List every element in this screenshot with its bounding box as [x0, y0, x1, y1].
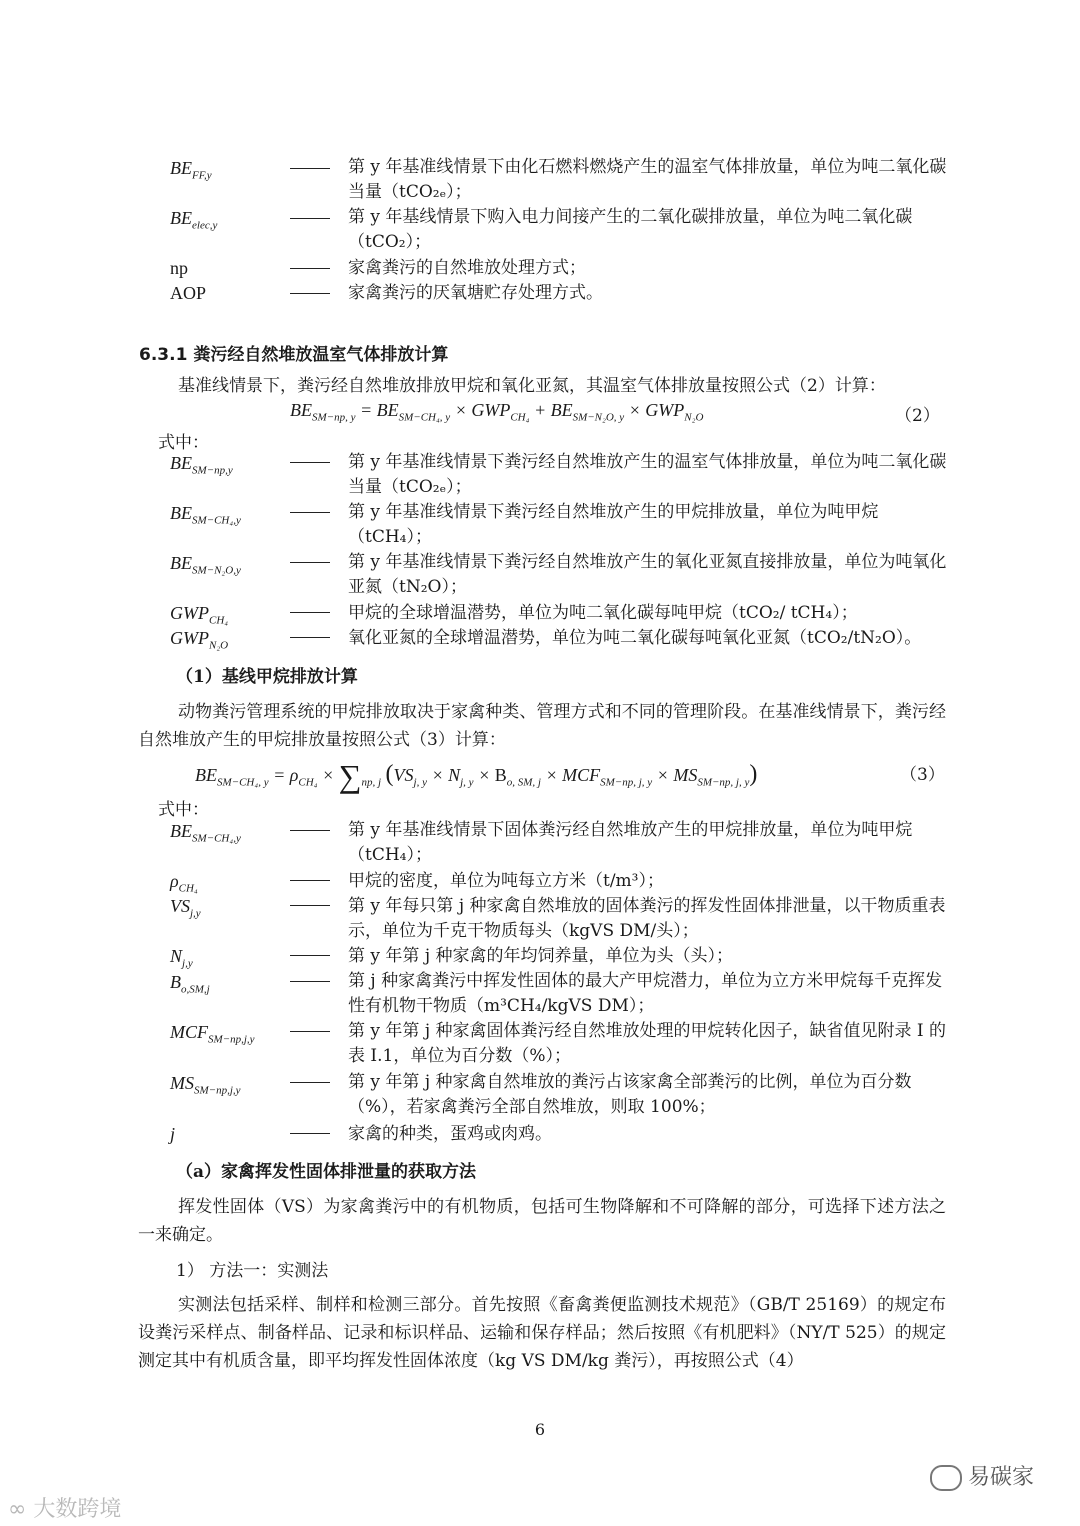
definition-dash: [290, 168, 330, 169]
definition-dash: [290, 512, 330, 513]
symbol-n: $N_{j,y}$: [170, 946, 193, 970]
definition-text: 第 j 种家禽粪污中挥发性固体的最大产甲烷潜力，单位为立方米甲烷每千克挥发性有机物干物质（m³CH₄/kgVS DM）；: [348, 971, 943, 1016]
definition-dash: [290, 830, 330, 831]
watermark-right: 易碳家: [930, 1460, 1034, 1491]
definition-dash: [290, 1133, 330, 1134]
definition-dash: [290, 981, 330, 982]
definition-text: 氧化亚氮的全球增温潜势，单位为吨二氧化碳每吨氧化亚氮（tCO₂/tN₂O）。: [348, 628, 922, 648]
definition-text: 第 y 年第 j 种家禽的年均饲养量，单位为头（头）；: [348, 946, 733, 966]
wechat-icon: [930, 1465, 962, 1491]
equation-2-number: （2）: [895, 406, 940, 426]
watermark-logo-icon: ∞: [8, 1497, 34, 1522]
definition-dash: [290, 1082, 330, 1083]
where-label: 式中：: [158, 433, 209, 453]
definition-dash: [290, 268, 330, 269]
definition-text: 第 y 年基准线情景下由化石燃料燃烧产生的温室气体排放量，单位为吨二氧化碳当量（tCO₂ₑ）；: [348, 157, 947, 202]
definition-dash: [290, 612, 330, 613]
definition-dash: [290, 562, 330, 563]
subsection-intro: 动物粪污管理系统的甲烷排放取决于家禽种类、管理方式和不同的管理阶段。在基准线情景下，粪污经自然堆放产生的甲烷排放量按照公式（3）计算：: [138, 702, 946, 750]
definition-text: 第 y 年基准线情景下粪污经自然堆放产生的氧化亚氮直接排放量，单位为吨氧化亚氮（tN₂O）；: [348, 552, 947, 597]
symbol-j: j: [170, 1124, 176, 1144]
symbol-ms: $MS_{SM-np,j,y}$: [170, 1073, 241, 1097]
subsection-heading: （1）基线甲烷排放计算: [176, 667, 358, 687]
method-text: 实测法包括采样、制样和检测三部分。首先按照《畜禽粪便监测技术规范》（GB/T 25169）的规定布设粪污采样点、制备样品、记录和标识样品、运输和保存样品；然后按照《有机肥料》（NY/T 525）的规定测定其中有机质含量，即平均挥发性固体浓度（kg VS DM/kg 粪污），再按照公式（4）: [138, 1295, 946, 1371]
subsection-intro: 挥发性固体（VS）为家禽粪污中的有机物质，包括可生物降解和不可降解的部分，可选择下述方法之一来确定。: [138, 1197, 946, 1245]
page-number: 6: [534, 1420, 546, 1439]
symbol-b: $B_{o,SM,j}$: [170, 972, 210, 996]
definition-text: 第 y 年基准线情景下粪污经自然堆放产生的甲烷排放量，单位为吨甲烷（tCH₄）；: [348, 502, 879, 547]
symbol-vs: $VS_{j,y}$: [170, 896, 201, 920]
section-intro: 基准线情景下，粪污经自然堆放排放甲烷和氧化亚氮，其温室气体排放量按照公式（2）计算：: [178, 376, 886, 396]
where-label: 式中：: [158, 800, 209, 820]
symbol-be-sm-ch4: $BE_{SM-CH_4,y}$: [170, 503, 241, 527]
definition-text: 家禽粪污的厌氧塘贮存处理方式。: [348, 283, 603, 303]
equation-3-number: （3）: [900, 765, 945, 785]
symbol-aop: AOP: [170, 283, 207, 303]
definition-text: 第 y 年每只第 j 种家禽自然堆放的固体粪污的挥发性固体排泄量，以干物质重表示，单位为千克干物质每头（kgVS DM/头）；: [348, 896, 946, 941]
definition-text: 第 y 年第 j 种家禽自然堆放的粪污占该家禽全部粪污的比例，单位为百分数（%），若家禽粪污全部自然堆放，则取 100%；: [348, 1072, 912, 1117]
equation-3: $BE_{SM-CH_4, y} = \rho_{CH_4} \times \sum_{np, j}$ $(VS_{j, y} \times N_{j, y} \times B_{o, SM, j} \times MCF_{SM-np, j, y} \times MS_{SM-np, j, y})$: [195, 758, 758, 794]
definition-text: 第 y 年基准线情景下粪污经自然堆放产生的温室气体排放量，单位为吨二氧化碳当量（tCO₂ₑ）；: [348, 452, 947, 497]
symbol-mcf: $MCF_{SM-np,j,y}$: [170, 1022, 255, 1046]
symbol-be-ff: $BE_{FF,y}$: [170, 158, 212, 182]
definition-text: 第 y 年第 j 种家禽固体粪污经自然堆放处理的甲烷转化因子，缺省值见附录 I 的表 I.1，单位为百分数（%）；: [348, 1021, 947, 1066]
equation-2: $BE_{SM-np, y} = BE_{SM-CH_4, y} \times GWP_{CH_4} + BE_{SM-N_2O, y} \times GWP_{N_2O}$: [290, 400, 704, 424]
symbol-gwp-n2o: $GWP_{N_2O}$: [170, 628, 229, 652]
symbol-np: np: [170, 258, 188, 278]
definition-dash: [290, 1031, 330, 1032]
definition-dash: [290, 637, 330, 638]
definition-text: 第 y 年基线情景下购入电力间接产生的二氧化碳排放量，单位为吨二氧化碳（tCO₂）；: [348, 207, 913, 252]
definition-text: 甲烷的密度，单位为吨每立方米（t/m³）；: [348, 871, 664, 891]
definition-text: 家禽的种类，蛋鸡或肉鸡。: [348, 1124, 552, 1144]
definition-dash: [290, 880, 330, 881]
watermark-left: ∞ 大数跨境: [8, 1497, 122, 1522]
definition-dash: [290, 955, 330, 956]
definition-dash: [290, 218, 330, 219]
symbol-be-sm-np: $BE_{SM-np,y}$: [170, 453, 233, 477]
definition-text: 甲烷的全球增温潜势，单位为吨二氧化碳每吨甲烷（tCO₂/ tCH₄）；: [348, 603, 858, 623]
subsection-heading: （a）家禽挥发性固体排泄量的获取方法: [176, 1162, 477, 1182]
symbol-be-sm-n2o: $BE_{SM-N_2O,y}$: [170, 553, 241, 577]
symbol-be-sm-ch4: $BE_{SM-CH_4,y}$: [170, 821, 241, 845]
method-heading: 1） 方法一：实测法: [176, 1261, 329, 1281]
definition-dash: [290, 293, 330, 294]
definition-dash: [290, 462, 330, 463]
symbol-gwp-ch4: $GWP_{CH_4}$: [170, 603, 229, 627]
definition-text: 第 y 年基准线情景下固体粪污经自然堆放产生的甲烷排放量，单位为吨甲烷（tCH₄）；: [348, 820, 913, 865]
symbol-rho-ch4: $\rho_{CH_4}$: [170, 871, 198, 895]
definition-text: 家禽粪污的自然堆放处理方式；: [348, 258, 586, 278]
symbol-be-elec: $BE_{elec,y}$: [170, 208, 218, 232]
section-heading: 6.3.1 粪污经自然堆放温室气体排放计算: [139, 345, 449, 365]
definition-dash: [290, 905, 330, 906]
